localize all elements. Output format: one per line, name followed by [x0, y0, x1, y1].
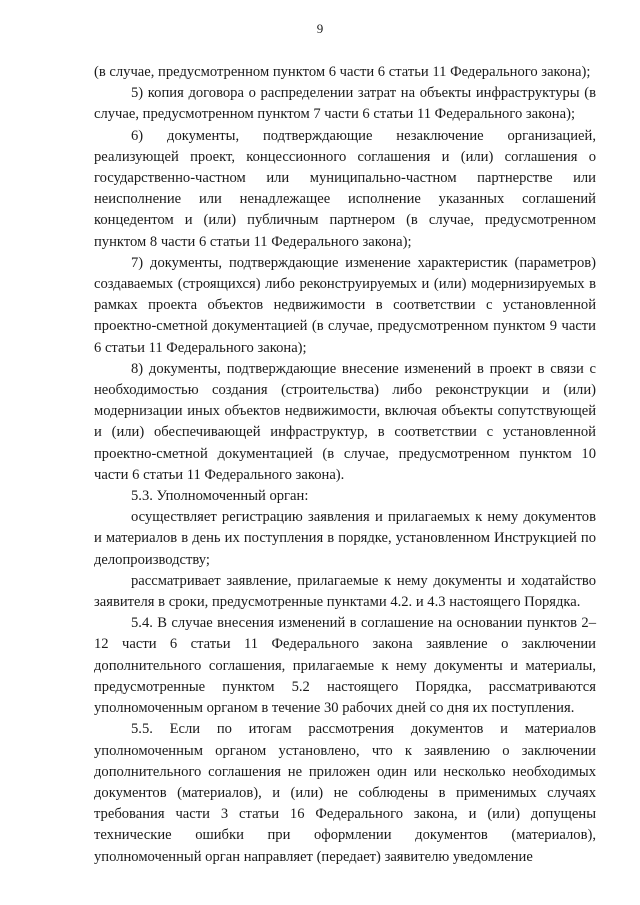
paragraph-item-7: 7) документы, подтверждающие изменение характеристик (параметров) создаваемых (строящихся) либо реконструируемых и (или) модернизируемых в рамках проекта объектов недвижимости в соответствии с установленной проектно-сметной документацией (в случае, предусмотренном пунктом 9 части 6 статьи 11 Федерального закона);	[94, 254, 596, 356]
paragraph-review: рассматривает заявление, прилагаемые к нему документы и ходатайство заявителя в сроки, предусмотренные пунктами 4.2. и 4.3 настоящего Порядка.	[94, 572, 596, 611]
section-5-3-heading: 5.3. Уполномоченный орган:	[131, 488, 309, 505]
section-5-4: 5.4. В случае внесения изменений в соглашение на основании пунктов 2–12 части 6 статьи 11 Федерального закона заявление о заключении дополнительного соглашения, прилагаемые к нему документы и материалы, предусмотренные пунктом 5.2 настоящего Порядка, рассматриваются уполномоченным органом в течение 30 рабочих дней со дня их поступления.	[94, 615, 596, 717]
paragraph-item-5: 5) копия договора о распределении затрат на объекты инфраструктуры (в случае, предусмотренном пунктом 7 части 6 статьи 11 Федерального закона);	[94, 85, 596, 123]
document-body	[94, 62, 596, 868]
paragraph-item-8: 8) документы, подтверждающие внесение изменений в проект в связи с необходимостью создания (строительства) либо реконструкции и (или) модернизации иных объектов недвижимости, включая объекты сопутствующей и (или) обеспечивающей инфраструктур, в соответствии с установленной проектно-сметной документацией (в случае, предусмотренном пунктом 10 части 6 статьи 11 Федерального закона).	[94, 360, 596, 483]
paragraph-item-6: 6) документы, подтверждающие незаключение организацией, реализующей проект, концессионного соглашения и (или) соглашения о государственно-частном или муниципально-частном партнерстве или неисполнение или ненадлежащее исполнение указанных соглашений концедентом и (или) публичным партнером (в случае, предусмотренном пунктом 8 части 6 статьи 11 Федерального закона);	[94, 127, 596, 250]
page-number: 9	[316, 21, 324, 36]
paragraph-registration: осуществляет регистрацию заявления и прилагаемых к нему документов и материалов в день их поступления в порядке, установленном Инструкцией по делопроизводству;	[94, 509, 596, 568]
section-5-5: 5.5. Если по итогам рассмотрения документов и материалов уполномоченным органом установлено, что к заявлению о заключении дополнительного соглашения не приложен один или несколько необходимых документов (материалов), и (или) не соблюдены в применимых случаях требования части 3 статьи 16 Федерального закона, и (или) допущены технические ошибки при оформлении документов (материалов), уполномоченный орган направляет (передает) заявителю уведомление	[94, 721, 596, 865]
paragraph-continuation: (в случае, предусмотренном пунктом 6 части 6 статьи 11 Федерального закона);	[94, 64, 591, 80]
